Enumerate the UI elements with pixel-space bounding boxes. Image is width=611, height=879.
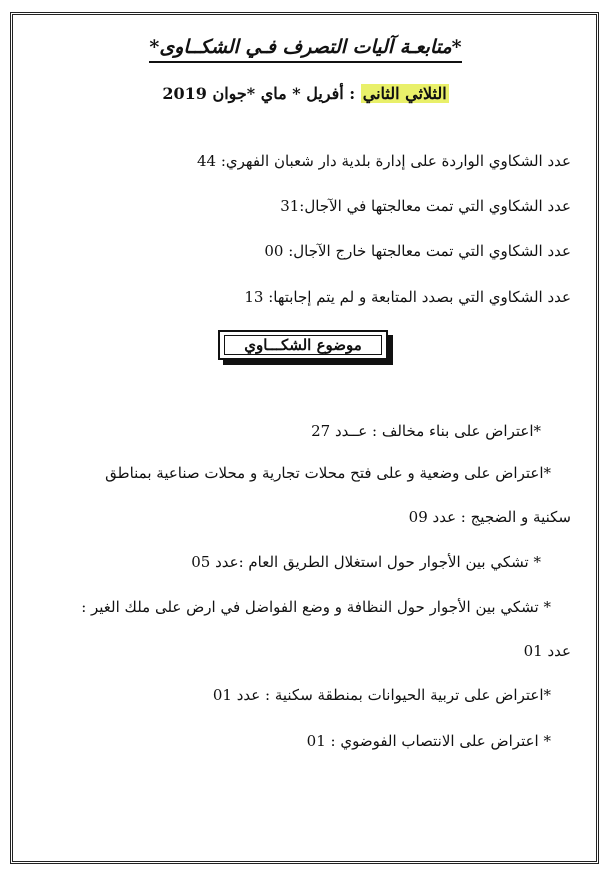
document-title-text: *متابعـة آليات التصرف فـي الشكــاوى* [149, 36, 461, 63]
item-road-use: * تشكي بين الأجوار حول استغلال الطريق العام :عدد 05 [191, 553, 541, 571]
item-commercial-premises: *اعتراض على وضعية و على فتح محلات تجارية و محلات صناعية بمناطق [105, 464, 551, 482]
section-heading-box [218, 330, 394, 366]
item-street-vending: * اعتراض على الانتصاب الفوضوي : 01 [306, 732, 551, 750]
section-heading-text: موضوع الشكـــاوي [244, 336, 362, 354]
subtitle-highlight: الثلاثي الثاني [362, 84, 447, 103]
document-title [0, 36, 611, 58]
item-commercial-premises-cont: سكنية و الضجيج : عدد 09 [408, 508, 571, 526]
item-illegal-construction: *اعتراض على بناء مخالف : عــدد 27 [311, 422, 541, 440]
item-cleanliness-count: عدد 01 [523, 642, 571, 660]
section-heading-inner-border [224, 335, 382, 355]
item-cleanliness: * تشكي بين الأجوار حول النظافة و وضع الفواضل في ارض على ملك الغير : [81, 598, 551, 616]
stat-received: عدد الشكاوي الواردة على إدارة بلدية دار شعبان الفهري: 44 [197, 152, 571, 170]
stat-handled-late: عدد الشكاوي التي تمت معالجتها خارج الآجال: 00 [264, 242, 571, 260]
subtitle-period: : أفريل * ماي *جوان 2019 [162, 84, 356, 103]
section-heading [218, 330, 388, 360]
stat-pending: عدد الشكاوي التي بصدد المتابعة و لم يتم إجابتها: 13 [244, 288, 571, 306]
document-subtitle [0, 84, 611, 103]
item-animals: *اعتراض على تربية الحيوانات بمنطقة سكنية : عدد 01 [212, 686, 551, 704]
stat-handled-on-time: عدد الشكاوي التي تمت معالجتها في الآجال:31 [280, 197, 571, 215]
